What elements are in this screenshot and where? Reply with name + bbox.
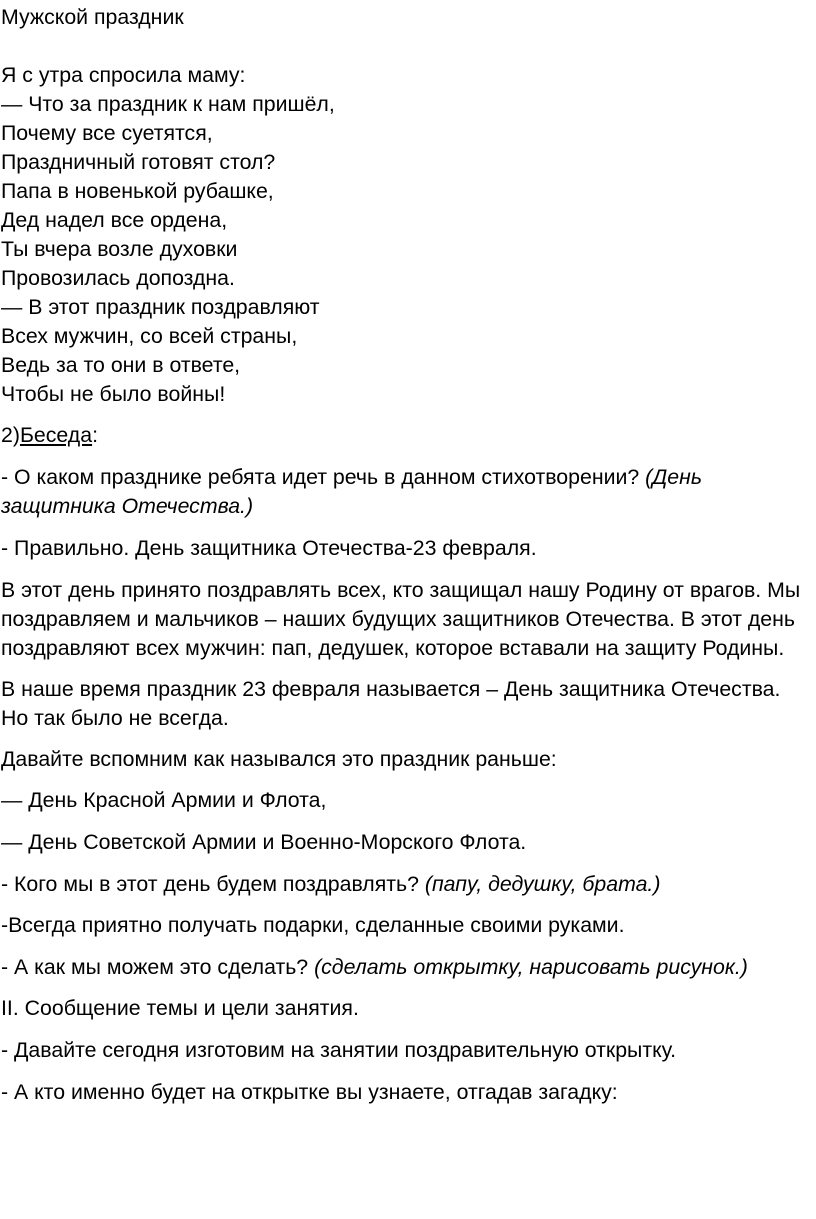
paragraph-correct: - Правильно. День защитника Отечества-23 февраля. [1,536,537,560]
poem-line: Чтобы не было войны! [1,382,226,406]
poem-line: Провозилась допоздна. [1,266,235,290]
question-answer: (сделать открытку, нарисовать рисунок.) [314,955,748,979]
beseda-number: 2) [1,423,20,447]
paragraph-riddle: - А кто именно будет на открытке вы узнаете, отгадав загадку: [1,1080,618,1104]
former-name: — День Советской Армии и Военно-Морского Флота. [1,830,527,854]
poem-line: Ты вчера возле духовки [1,237,238,261]
poem-line: — В этот праздник поздравляют [1,295,320,319]
question-text: - А как мы можем это сделать? [1,955,315,979]
paragraph-remember: Давайте вспомним как назывался это праздник раньше: [1,747,557,771]
paragraph-make-card: - Давайте сегодня изготовим на занятии поздравительную открытку. [1,1038,677,1062]
poem-line: Всех мужчин, со всей страны, [1,324,298,348]
poem-line: Я с утра спросила маму: [1,63,246,87]
poem-line: Папа в новенькой рубашке, [1,179,274,203]
beseda-heading [1,421,806,450]
paragraph-gifts: -Всегда приятно получать подарки, сделанные своими руками. [1,913,625,937]
poem-line: Дед надел все ордена, [1,208,228,232]
question-text: - О каком празднике ребята идет речь в данном стихотворении? [1,465,646,489]
question-answer: (День защитника Отечества.) [1,465,703,518]
question-holiday [1,463,806,521]
former-name: — День Красной Армии и Флота, [1,788,327,812]
poem [1,61,806,409]
poem-line: Праздничный готовят стол? [1,150,276,174]
question-how [1,953,806,982]
document-title: Мужской праздник [1,5,184,29]
question-text: - Кого мы в этот день будем поздравлять? [1,872,425,896]
section-heading: II. Сообщение темы и цели занятия. [1,996,359,1020]
poem-line: — Что за праздник к нам пришёл, [1,92,335,116]
beseda-label: Беседа [19,423,93,447]
poem-line: Почему все суетятся, [1,121,213,145]
paragraph-day: В этот день принято поздравлять всех, кто защищал нашу Родину от врагов. Мы поздравляем и мальчиков – наших будущих защитников Отечества. В этот день поздравляют всех мужчин: пап, дедушек, которое вставали на защиту Родины. [1,578,801,660]
question-whom [1,870,806,899]
paragraph-nowadays: В наше время праздник 23 февраля называется – День защитника Отечества. Но так было не всегда. [1,677,781,730]
poem-line: Ведь за то они в ответе, [1,353,241,377]
question-answer: (папу, дедушку, брата.) [424,872,661,896]
beseda-colon: : [92,423,98,447]
